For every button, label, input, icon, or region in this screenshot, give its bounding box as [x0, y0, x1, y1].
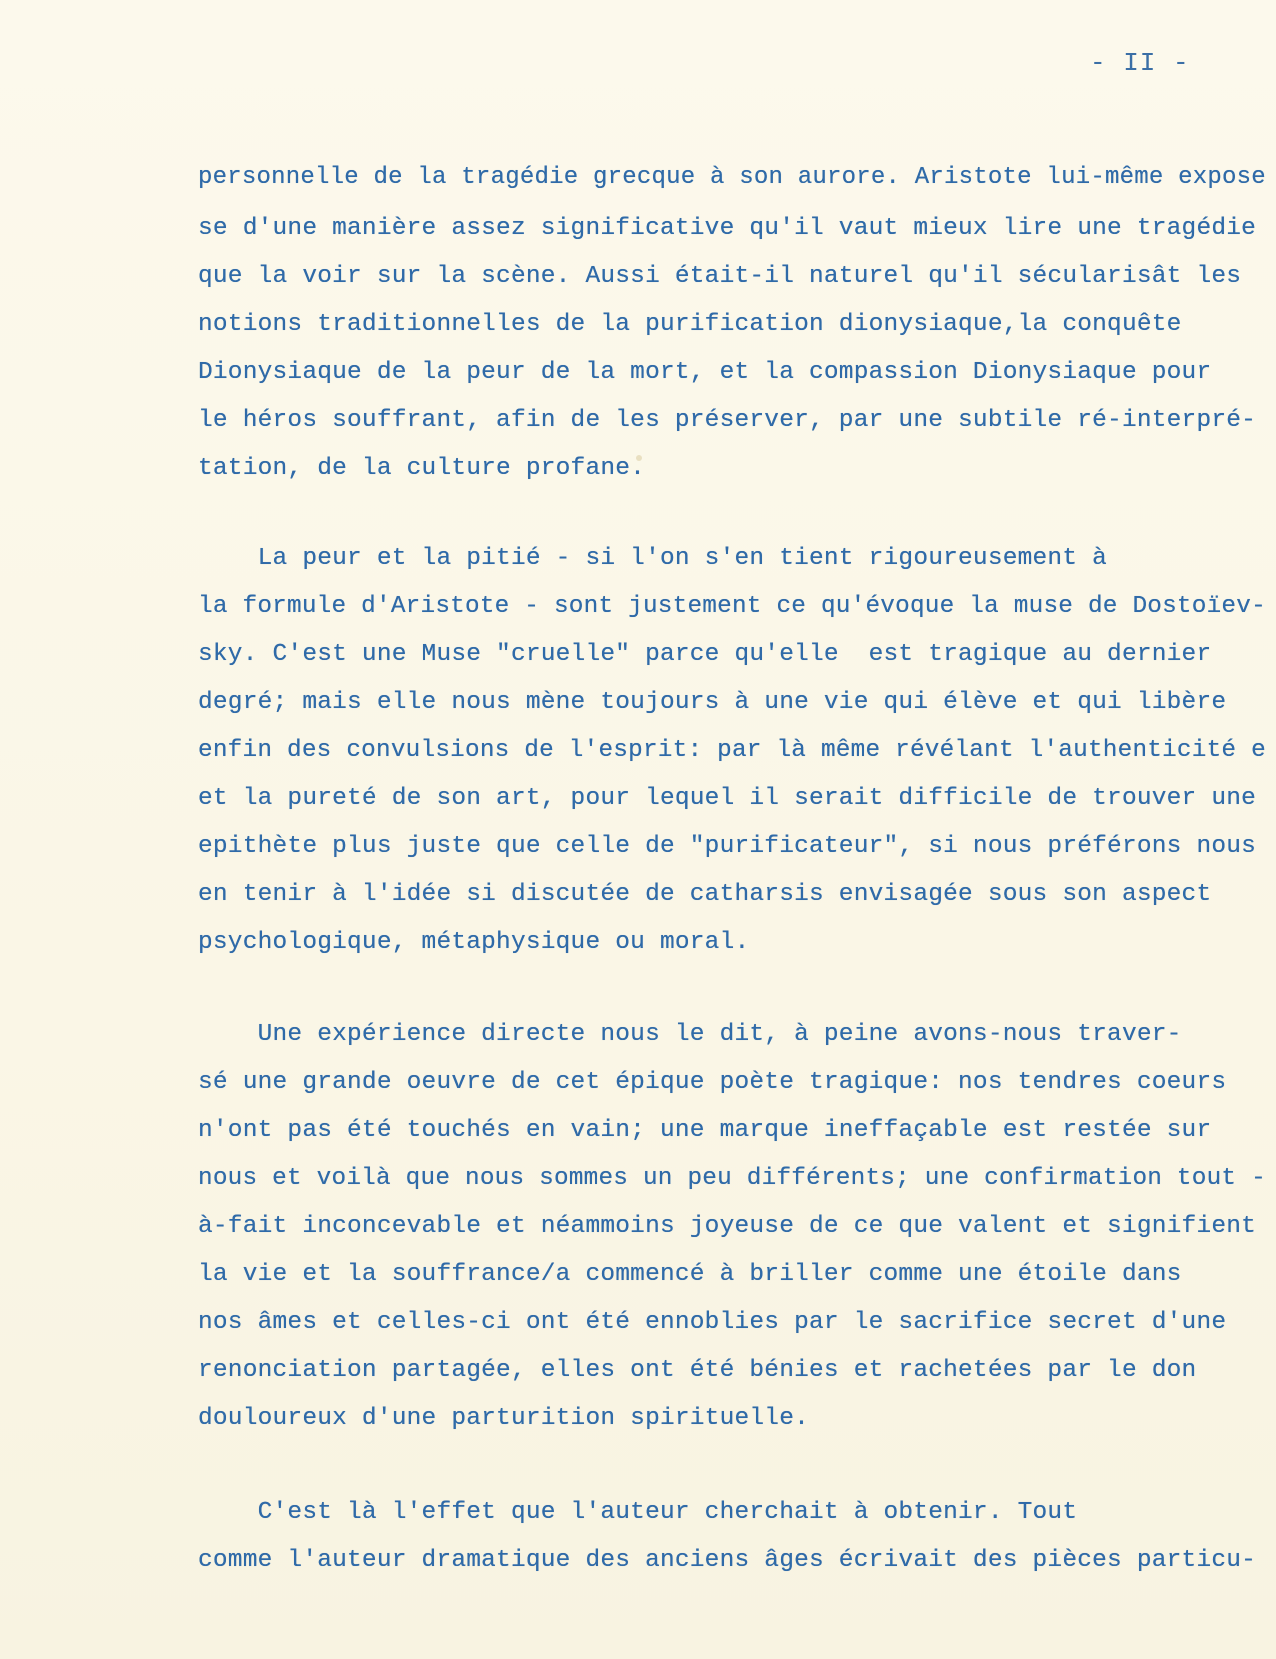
text-line: la formule d'Aristote - sont justement ce qu'évoque la muse de Dostoïev-: [198, 593, 1266, 620]
text-line: que la voir sur la scène. Aussi était-il naturel qu'il sécularisât les: [198, 263, 1242, 290]
text-line: epithète plus juste que celle de "purificateur", si nous préférons nous: [198, 833, 1257, 860]
text-line: degré; mais elle nous mène toujours à une vie qui élève et qui libère: [198, 689, 1227, 716]
page-number: - II -: [1090, 48, 1190, 78]
text-line: La peur et la pitié - si l'on s'en tient rigoureusement à: [198, 545, 1108, 572]
text-line: la vie et la souffrance/a commencé à briller comme une étoile dans: [198, 1261, 1182, 1288]
text-line: notions traditionnelles de la purification dionysiaque,la conquête: [198, 311, 1182, 338]
paper-stain: [636, 455, 642, 461]
text-line: Une expérience directe nous le dit, à peine avons-nous traver-: [198, 1021, 1182, 1048]
text-line: psychologique, métaphysique ou moral.: [198, 929, 750, 956]
text-line: se d'une manière assez significative qu'il vaut mieux lire une tragédie: [198, 215, 1257, 242]
text-line: personnelle de la tragédie grecque à son aurore. Aristote lui-même expose: [198, 164, 1266, 191]
text-line: n'ont pas été touchés en vain; une marque ineffaçable est restée sur: [198, 1117, 1212, 1144]
text-line: renonciation partagée, elles ont été bénies et rachetées par le don: [198, 1357, 1197, 1384]
text-line: comme l'auteur dramatique des anciens âges écrivait des pièces particu-: [198, 1547, 1257, 1574]
text-line: en tenir à l'idée si discutée de catharsis envisagée sous son aspect: [198, 881, 1212, 908]
text-line: enfin des convulsions de l'esprit: par là même révélant l'authenticité e: [198, 737, 1266, 764]
text-line: le héros souffrant, afin de les préserver, par une subtile ré-interpré-: [198, 407, 1257, 434]
text-line: douloureux d'une parturition spirituelle.: [198, 1405, 809, 1432]
text-line: nos âmes et celles-ci ont été ennoblies par le sacrifice secret d'une: [198, 1309, 1227, 1336]
text-line: C'est là l'effet que l'auteur cherchait à obtenir. Tout: [198, 1499, 1078, 1526]
text-line: sky. C'est une Muse "cruelle" parce qu'elle est tragique au dernier: [198, 641, 1212, 668]
text-line: nous et voilà que nous sommes un peu différents; une confirmation tout -: [198, 1165, 1266, 1192]
text-line: et la pureté de son art, pour lequel il serait difficile de trouver une: [198, 785, 1257, 812]
text-line: à-fait inconcevable et néammoins joyeuse de ce que valent et signifient: [198, 1213, 1257, 1240]
text-line: Dionysiaque de la peur de la mort, et la compassion Dionysiaque pour: [198, 359, 1212, 386]
text-line: tation, de la culture profane.: [198, 455, 646, 482]
text-line: sé une grande oeuvre de cet épique poète tragique: nos tendres coeurs: [198, 1069, 1227, 1096]
